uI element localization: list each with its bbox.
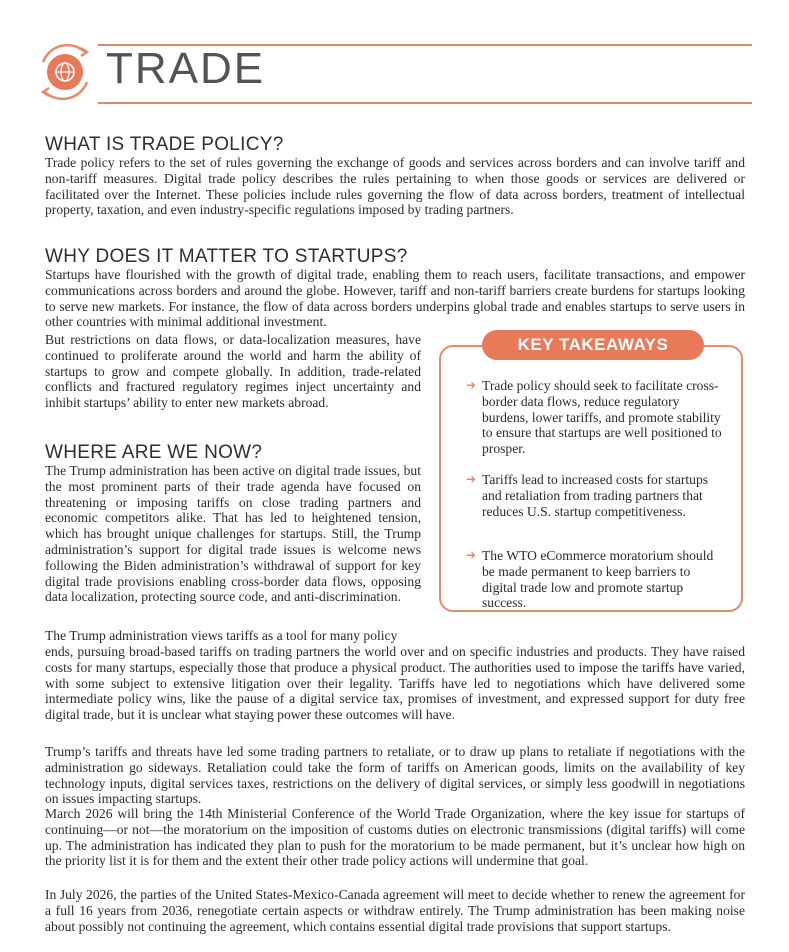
arrow-right-icon: ➜ [466,548,477,562]
arrow-right-icon: ➜ [466,378,477,392]
globe-logo-icon [33,40,97,104]
section-heading-why: WHY DOES IT MATTER TO STARTUPS? [45,246,408,267]
section-heading-where: WHERE ARE WE NOW? [45,442,263,463]
takeaway-text: The WTO eCommerce moratorium should be made permanent to keep barriers to digital trade low and promote startup success. [482,548,714,611]
where-paragraph-2-start: The Trump administration views tariffs as a tool for many policy [45,628,398,643]
where-paragraph-1: The Trump administration has been active on digital trade issues, but the most prominent parts of their trade agenda have focused on threatening or imposing tariffs on close trading partners and economic competitors alike. That has led to heightened tension, which has brought unique challenges for startups. Still, the Trump administration’s support for digital trade issues is welcome news following the Biden administration’s withdrawal of support for key digital trade provisions enabling cross-border data flows, opposing data localization, protecting source code, and anti-discrimination. [45,463,421,605]
key-takeaways-title: KEY TAKEAWAYS [482,330,704,360]
what-paragraph: Trade policy refers to the set of rules governing the exchange of goods and services across borders and can involve tariff and non-tariff measures. Digital trade policy describes the rules pertaining to when those goods or services are delivered or facilitated over the Internet. These policies include rules governing the flow of data across borders, treatment of intellectual property, taxation, and even industry-specific regulations imposed by trading partners. [45,155,745,218]
section-heading-what: WHAT IS TRADE POLICY? [45,134,284,155]
why-paragraph-2: But restrictions on data flows, or data-localization measures, have continued to proliferate around the world and harm the ability of startups to grow and compete globally. In addition, trade-related conflicts and fractured regulatory regimes inject uncertainty and inhibit startups’ ability to enter new markets abroad. [45,332,421,411]
takeaway-item [466,378,728,457]
header-rule-bottom [98,102,752,104]
where-paragraph-2: ends, pursuing broad-based tariffs on trading partners the world over and on specific industries and products. They have raised costs for many startups, especially those that produce a physical product. The authorities used to impose the tariffs have varied, with some subject to extensive litigation over their legality. Tariffs have led to negotiations which have delivered some intermediate policy wins, like the pause of a digital service tax, promises of investment, and expressed support for duty free digital trade, but it is unclear what staying power these outcomes will have. [45,644,745,723]
page-title: TRADE [106,44,266,93]
where-paragraph-4: March 2026 will bring the 14th Ministerial Conference of the World Trade Organization, where the key issue for startups of continuing—or not—the moratorium on the imposition of customs duties on electronic transmissions (digital tariffs) will come up. The administration has indicated they plan to push for the moratorium to be made permanent, but it’s unclear how high on the priority list it is for them and the extent their other trade policy actions will undermine that goal. [45,806,745,869]
takeaway-item [466,548,728,611]
arrow-right-icon: ➜ [466,472,477,486]
takeaway-text: Trade policy should seek to facilitate cross-border data flows, reduce regulatory burdens, lower tariffs, and promote stability to ensure that startups are well positioned to prosper. [482,378,722,457]
takeaway-text: Tariffs lead to increased costs for startups and retaliation from trading partners that reduces U.S. startup competitiveness. [482,472,709,519]
where-paragraph-5: In July 2026, the parties of the United States-Mexico-Canada agreement will meet to decide whether to renew the agreement for a full 16 years from 2036, renegotiate certain aspects or withdraw entirely. The Trump administration has been making noise about possibly not continuing the agreement, which contains essential digital trade provisions that support startups. [45,887,745,934]
takeaway-item [466,472,728,519]
why-paragraph-1: Startups have flourished with the growth of digital trade, enabling them to reach users, facilitate transactions, and empower communications across borders and around the globe. However, tariff and non-tariff barriers create burdens for startups looking to serve new markets. For instance, the flow of data across borders underpins global trade and enables startups to serve users in other countries with minimal additional investment. [45,267,745,330]
where-paragraph-3: Trump’s tariffs and threats have led some trading partners to retaliate, or to draw up plans to retaliate if negotiations with the administration go sideways. Retaliation could take the form of tariffs on American goods, limits on the availability of key technology inputs, digital services taxes, restrictions on the delivery of digital services, or simply less goodwill in negotiations on issues impacting startups. [45,744,745,807]
